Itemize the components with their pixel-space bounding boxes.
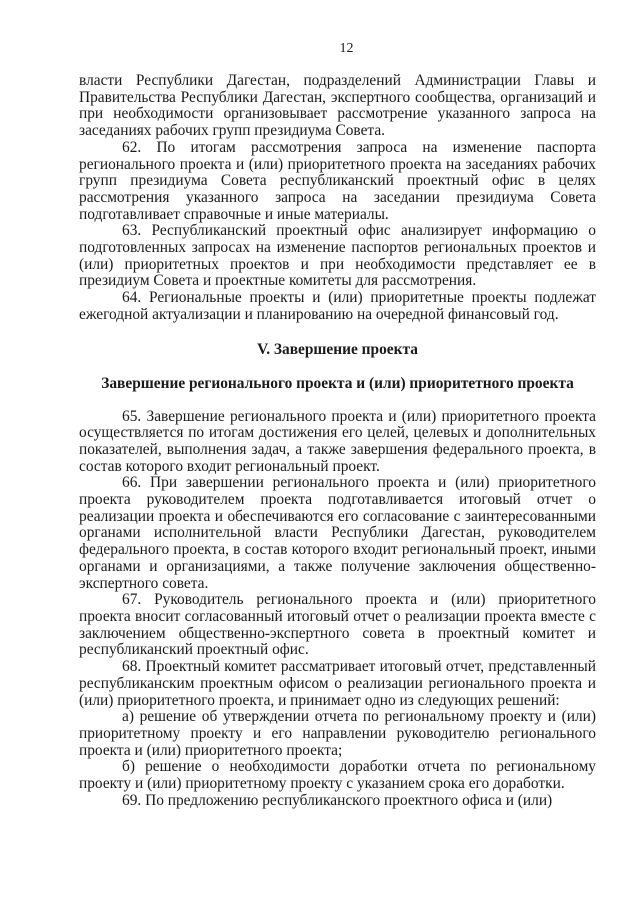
paragraph-66: 66. При завершении регионального проекта и (или) приоритетного проекта руководителем проекта подготавливается итоговый отчет о реализации проекта и обеспечиваются его согласование с заинтересованными органами исполнительной власти Республики Дагестан, руководителем федерального проекта, в состав которого входит региональный проект, иными органами и организациями, а также получение заключения общественно-экспертного совета. [79, 474, 596, 592]
document-body [79, 41, 596, 809]
paragraph-67: 67. Руководитель регионального проекта и (или) приоритетного проекта вносит согласованный итоговый отчет о реализации проекта вместе с заключением общественно-экспертного совета в проектный комитет и республиканский проектный офис. [79, 591, 596, 659]
section-title: V. Завершение проекта [257, 340, 418, 358]
paragraph-64: 64. Региональные проекты и (или) приоритетные проекты подлежат ежегодной актуализации и планированию на очередной финансовый год. [79, 289, 596, 323]
paragraph-68-a: а) решение об утверждении отчета по региональному проекту и (или) приоритетному проекту и его направлении руководителю регионального проекта и (или) приоритетного проекта; [79, 708, 596, 759]
paragraph-65: 65. Завершение регионального проекта и (или) приоритетного проекта осуществляется по итогам достижения его целей, целевых и дополнительных показателей, выполнения задач, а также завершения федерального проекта, в состав которого входит региональный проект. [79, 407, 596, 475]
paragraph-63: 63. Республиканский проектный офис анализирует информацию о подготовленных запросах на изменение паспортов региональных проектов и (или) приоритетных проектов и при необходимости представляет ее в президиум Совета и проектные комитеты для рассмотрения. [79, 222, 596, 290]
paragraph-69: 69. По предложению республиканского проектного офиса и (или) [122, 791, 553, 809]
paragraph-continuation: власти Республики Дагестан, подразделений Администрации Главы и Правительства Республики Дагестан, экспертного сообщества, организаций и при необходимости организовывает рассмотрение указанного запроса на заседаниях рабочих групп президиума Совета. [79, 72, 596, 140]
page-number: 12 [339, 41, 354, 56]
subsection-title: Завершение регионального проекта и (или) приоритетного проекта [101, 374, 574, 392]
paragraph-62: 62. По итогам рассмотрения запроса на изменение паспорта регионального проекта и (или) приоритетного проекта на заседаниях рабочих групп президиума Совета республиканский проектный офис в целях рассмотрения указанного запроса на заседании президиума Совета подготавливает справочные и иные материалы. [79, 138, 596, 223]
paragraph-68: 68. Проектный комитет рассматривает итоговый отчет, представленный республиканским проектным офисом о реализации регионального проекта и (или) приоритетного проекта, и принимает одно из следующих решений: [79, 658, 596, 709]
paragraph-68-b: б) решение о необходимости доработки отчета по региональному проекту и (или) приоритетному проекту с указанием срока его доработки. [79, 758, 596, 793]
